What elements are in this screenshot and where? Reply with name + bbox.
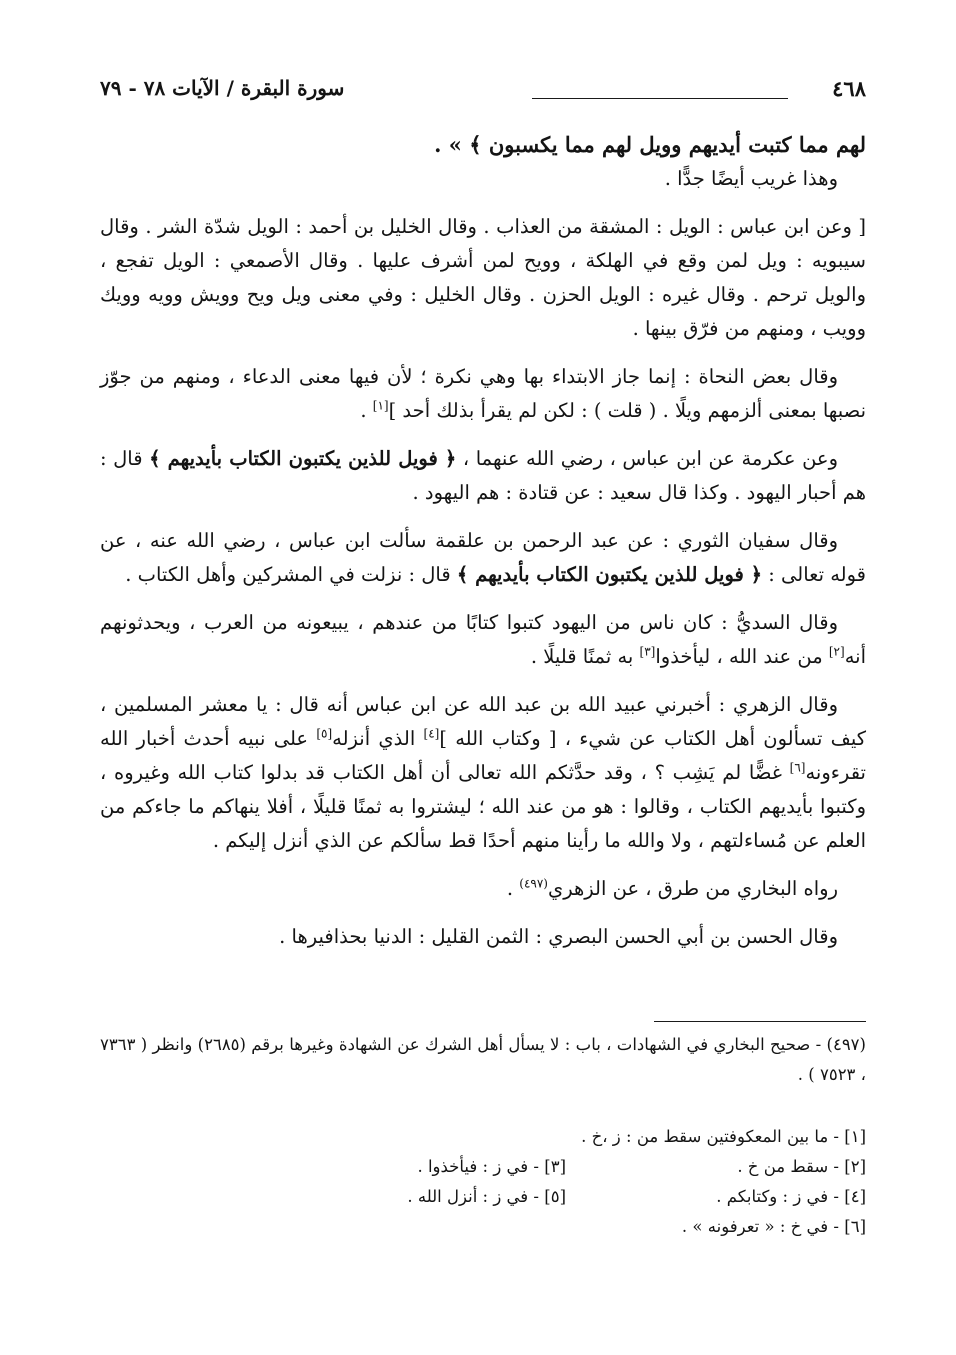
text-segment: وقال السديُّ : كان ناس من اليهود كتبوا كتابًا من عندهم ، يبيعونه من العرب ، ويحدثونهم أنه (100, 611, 866, 668)
page-header (100, 76, 866, 112)
note-4: [٤] - في ز : وكتابكم . (716, 1187, 866, 1206)
paragraph-verse-end: لهم مما كتبت أيديهم وويل لهم مما يكسبون ﴾ » . (434, 132, 866, 157)
text-segment: قال : نزلت في المشركين وأهل الكتاب . (125, 563, 457, 586)
text-segment: وقال سفيان الثوري : عن عبد الرحمن بن علقمة سألت ابن عباس ، رضي الله عنه ، عن قوله تعالى : (100, 529, 866, 586)
footnote-rule (654, 1021, 866, 1022)
footnote-marker: [٢] (828, 644, 845, 659)
main-text (100, 128, 866, 954)
paragraph-ibn-abbas: [ وعن ابن عباس : الويل : المشقة من العذاب . وقال الخليل بن أحمد : الويل شدّة الشر . وقال سيبويه : ويل لمن وقع في الهلكة ، وويح لمن أشرف عليها . وقال الأصمعي : الويل تفجع ، والويل ترحم . وقال غيره : الويل الحزن . وقال الخليل : وفي معنى ويل ويح وويش وويه وويك وويب ، ومنهم من فرّق بينها . (100, 215, 866, 340)
text-segment: . (360, 399, 373, 422)
quran-quote: ﴿ فويل للذين يكتبون الكتاب بأيديهم ﴾ (456, 563, 763, 586)
text-segment: وعن عكرمة عن ابن عباس ، رضي الله عنهما ، (456, 447, 838, 470)
note-2: [٢] - سقط من خ . (737, 1157, 866, 1176)
footnote-marker: [٥] (316, 726, 333, 741)
footnote-marker: [٣] (639, 644, 656, 659)
note-empty (240, 1212, 566, 1242)
footnote-marker: [٦] (789, 760, 806, 775)
header-rule (532, 98, 788, 99)
text-segment: غضًّا لم يَشِب ؟ ، وقد حدَّثكم الله تعالى أن أهل الكتاب قد بدلوا كتاب الله وغيروه ، وكتبوا بأيديهم الكتاب ، وقالوا : هو من عند الله ؛ ليشتروا به ثمنًا قليلًا ، أفلا ينهاكم ما جاءكم من العلم عن مُساءلتهم ، ولا والله ما رأينا منهم أحدًا قط سألكم عن الذي أنزل إليكم . (100, 761, 866, 852)
text-segment: الذي أنزله (332, 727, 424, 750)
text-segment: به ثمنًا قليلًا . (530, 645, 640, 668)
variant-notes (240, 1122, 866, 1242)
note-row (240, 1212, 866, 1242)
text-segment: . (506, 877, 520, 900)
paragraph-bukhari (100, 872, 866, 906)
quran-quote: ﴿ فويل للذين يكتبون الكتاب بأيديهم ﴾ (149, 447, 457, 470)
paragraph-hasan-basri: وقال الحسن بن أبي الحسن البصري : الثمن القليل : الدنيا بحذافيرها . (279, 925, 838, 948)
note-3: [٣] - في ز : فيأخذوا . (417, 1157, 566, 1176)
note-empty (240, 1122, 566, 1152)
text-segment: على نبيه أحدث أخبار الله تقرءونه (100, 727, 866, 784)
footnote-section (100, 1030, 866, 1090)
footnote-497: (٤٩٧) - صحيح البخاري في الشهادات ، باب : لا يسأل أهل الشرك عن الشهادة وغيرها برقم (٢٦٨٥) وانظر ( ٧٣٦٣ ، ٧٥٢٣ ) . (100, 1035, 866, 1084)
paragraph-comment: وهذا غريب أيضًا جدًّا . (664, 167, 838, 190)
text-segment: من عند الله ، ليأخذوا (655, 645, 829, 668)
footnote-marker: [١] (372, 398, 389, 413)
paragraph-ikrima (100, 442, 866, 510)
paragraph-sufyan (100, 524, 866, 592)
note-1: [١] - ما بين المعكوفتين سقط من : ز ،خ . (581, 1127, 866, 1146)
footnote-marker: [٤] (423, 726, 440, 741)
running-title: سورة البقرة / الآيات ٧٨ - ٧٩ (100, 76, 345, 100)
paragraph-grammarians (100, 360, 866, 428)
paragraph-zuhri (100, 688, 866, 858)
note-row (240, 1122, 866, 1152)
text-segment: وقال بعض النحاة : إنما جاز الابتداء بها وهي نكرة ؛ لأن فيها معنى الدعاء ، ومنهم من جوّز نصبها بمعنى ألزمهم ويلًا . ( قلت ) : لكن لم يقرأ بذلك أحد ] (100, 365, 866, 422)
text-segment: وقال الزهري : أخبرني عبيد الله بن عبد الله عن ابن عباس أنه قال : يا معشر المسلمين ، كيف تسألون أهل الكتاب عن شيء ، [ وكتاب الله ] (100, 693, 866, 750)
note-row (240, 1182, 866, 1212)
note-5: [٥] - في ز : أنزل الله . (407, 1187, 566, 1206)
page-number: ٤٦٨ (832, 76, 866, 101)
text-segment: قال : هم أحبار اليهود . وكذا قال سعيد : عن قتادة : هم اليهود . (100, 447, 866, 504)
paragraph-suddi (100, 606, 866, 674)
text-segment: رواه البخاري من طرق ، عن الزهري (547, 877, 838, 900)
footnote-marker: (٤٩٧) (519, 876, 548, 891)
note-row (240, 1152, 866, 1182)
note-6: [٦] - في خ : « تعرفونه » . (681, 1217, 866, 1236)
